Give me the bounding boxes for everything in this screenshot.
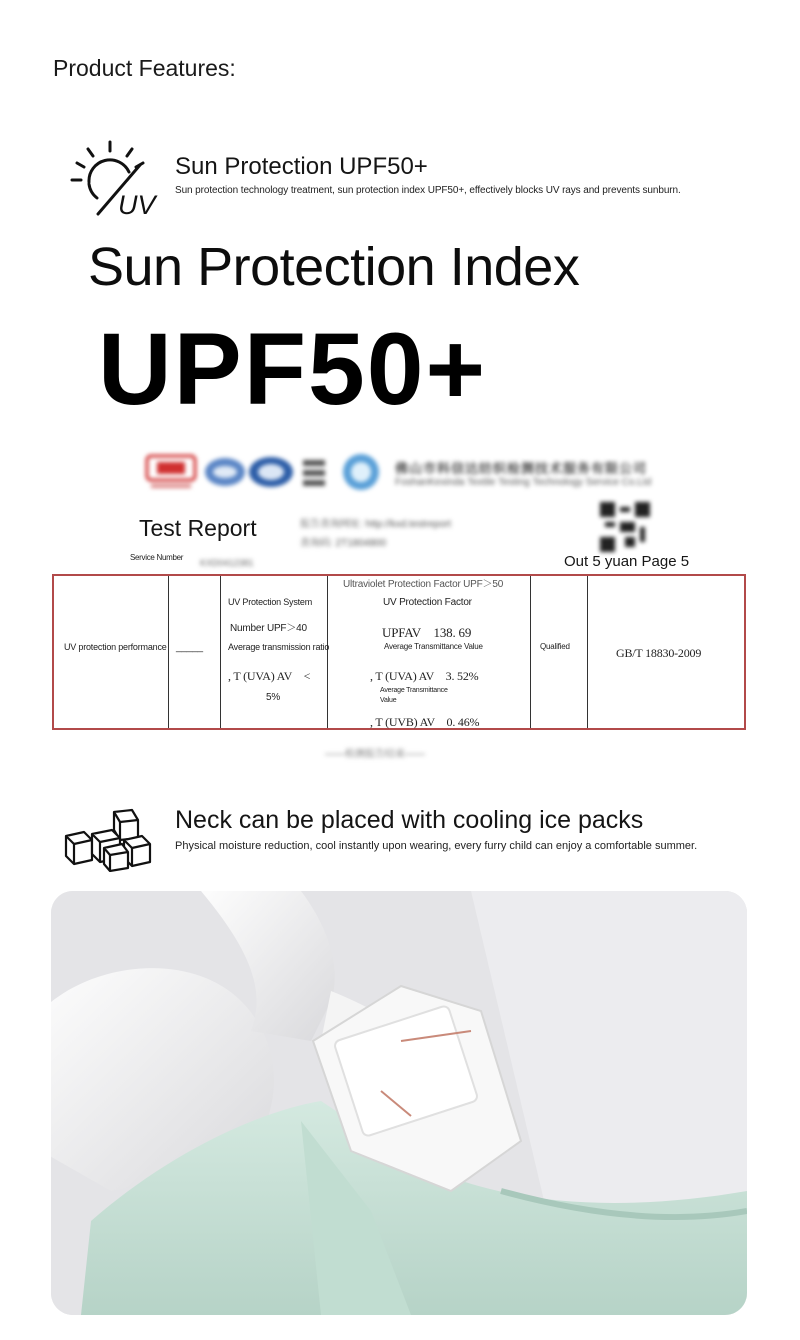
requirement-system-label: UV Protection System (228, 597, 313, 607)
table-divider (327, 576, 328, 728)
sun-protection-index-heading: Sun Protection Index (88, 237, 580, 297)
test-report-title: Test Report (139, 515, 257, 541)
page-label: Out 5 yuan Page 5 (564, 553, 690, 570)
requirement-upf-threshold: Number UPF＞40 (230, 623, 307, 634)
qr-code (600, 502, 650, 552)
sun-uv-icon (66, 140, 162, 220)
service-number-label: Service Number (130, 553, 184, 562)
page-heading: Product Features: (53, 55, 236, 81)
table-divider (168, 576, 169, 728)
feature-description-ice: Physical moisture reduction, cool instantly upon wearing, every furry child can enjoy a comfortable summer. (175, 840, 698, 852)
result-upf-value: UPFAV 138. 69 (382, 625, 472, 640)
report-lookup-code: 查询码: 2T1804800 (300, 538, 387, 549)
table-divider (530, 576, 531, 728)
service-number-value: KXD0412381 (200, 558, 254, 568)
standard-reference: GB/T 18830-2009 (616, 646, 702, 660)
requirement-ratio-label: Average transmission ratio (228, 642, 330, 652)
test-method-dash: _____ (176, 642, 203, 653)
feature-title-ice: Neck can be placed with cooling ice packs (175, 806, 644, 834)
table-divider (587, 576, 588, 728)
requirement-uva-threshold: , T (UVA) AV < (228, 669, 311, 683)
report-end-line: ——检测报告结束—— (325, 749, 425, 760)
test-results-table (52, 574, 746, 730)
product-photo (51, 891, 747, 1315)
table-divider (220, 576, 221, 728)
lab-name: 佛山市科信达纺织检测技术服务有限公司 (395, 461, 648, 476)
ice-cubes-icon (62, 808, 162, 872)
result-avg-transmittance-label: Average Transmittance Value (384, 642, 483, 651)
result-factor-label: UV Protection Factor (383, 597, 472, 608)
result-uvb-value: , T (UVB) AV 0. 46% (370, 715, 480, 729)
requirement-uva-value: 5% (266, 692, 281, 703)
product-photo-illustration (51, 891, 747, 1315)
svg-text:UV: UV (118, 190, 156, 220)
lab-name-english: FoshanKexinda Textile Testing Technology Service Co.Ltd (395, 477, 652, 488)
feature-description-uv: Sun protection technology treatment, sun protection index UPF50+, effectively blocks UV rays and prevents sunburn. (175, 185, 681, 196)
assessment-result: Qualified (540, 642, 570, 651)
feature-title-uv: Sun Protection UPF50+ (175, 153, 428, 180)
table-header-note: Ultraviolet Protection Factor UPF＞50 (343, 579, 504, 590)
upf-rating: UPF50+ (98, 312, 488, 426)
report-lookup-url: 报告查询网址: http://kxd.testreport (300, 519, 452, 530)
result-uva-value: , T (UVA) AV 3. 52% (370, 669, 479, 683)
test-item: UV protection performance (64, 642, 167, 652)
result-avg-transmittance-label-2: Average Transmittance (380, 687, 448, 694)
result-value-label: Value (380, 697, 397, 704)
